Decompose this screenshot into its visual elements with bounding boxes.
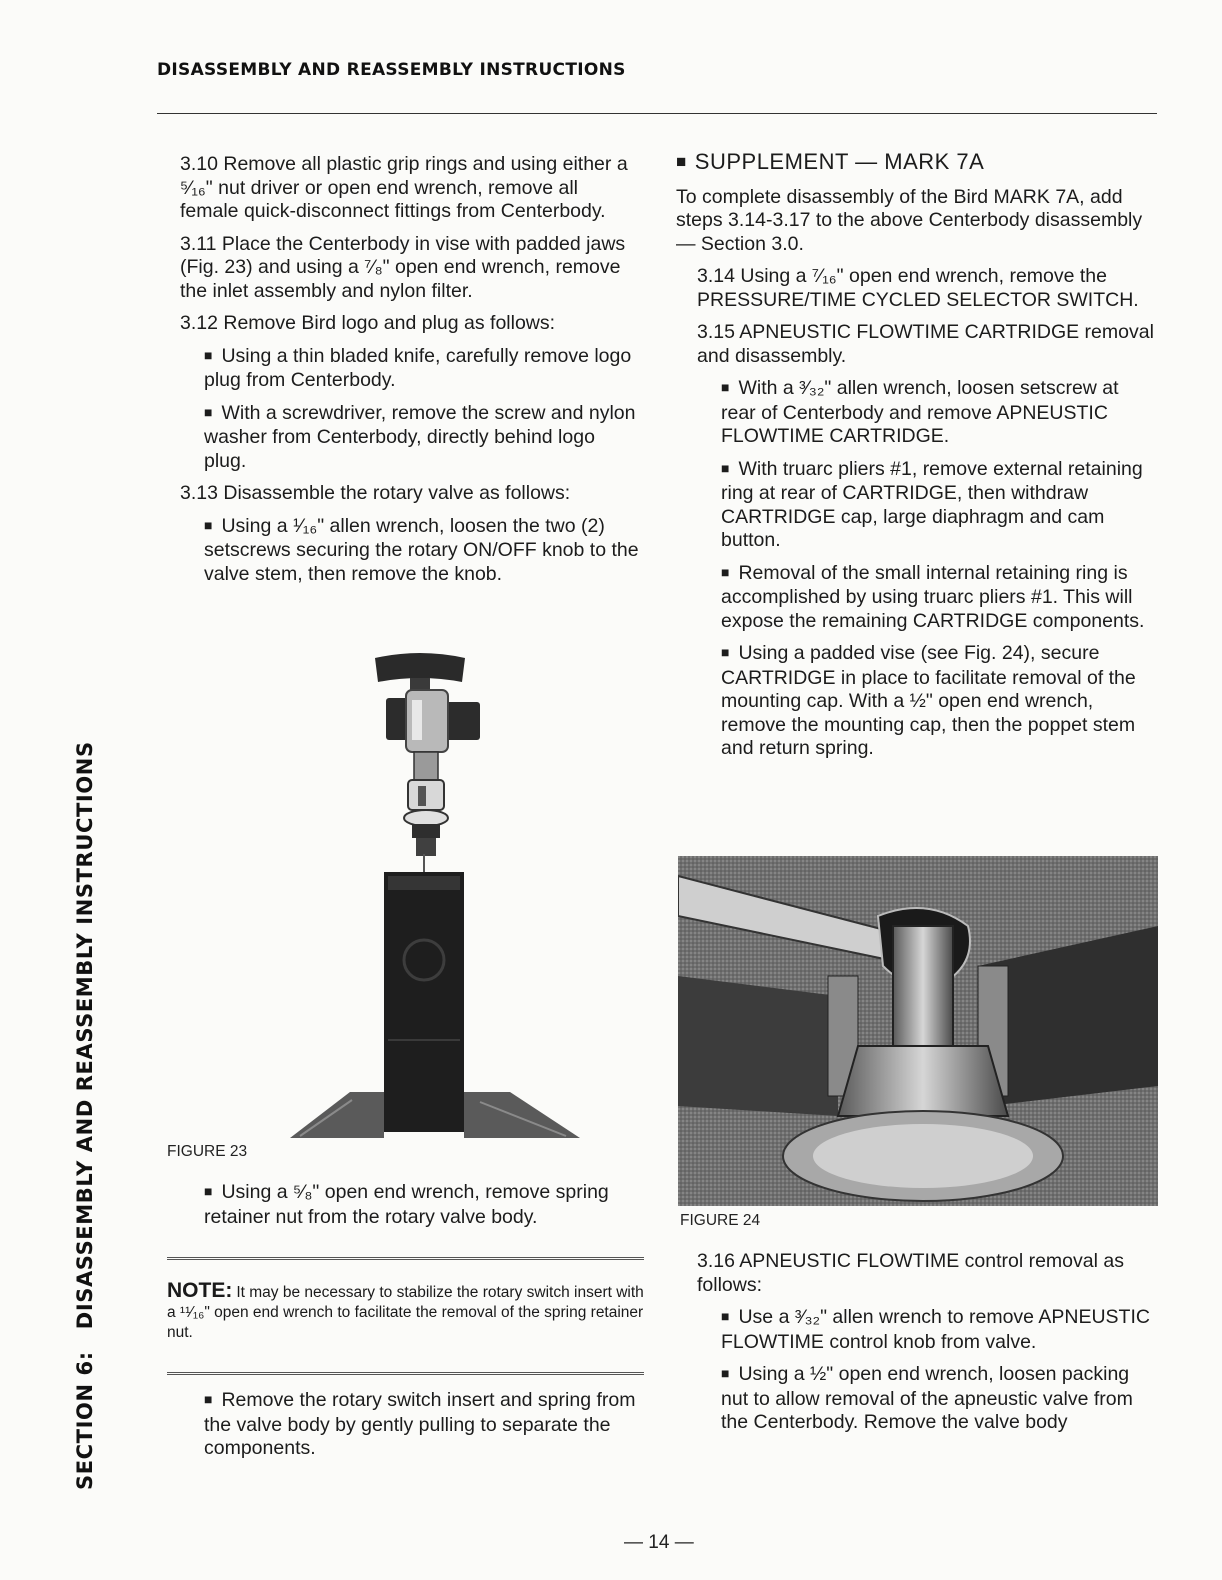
supplement-intro: To complete disassembly of the Bird MARK 7A, add steps 3.14-3.17 to the above Centerbody disassembly — Section 3.0. bbox=[676, 185, 1143, 255]
figure-24-caption: FIGURE 24 bbox=[680, 1212, 761, 1229]
bullet-icon: ■ bbox=[204, 1391, 213, 1407]
bullet-icon: ■ bbox=[721, 563, 730, 580]
list-item: ■ Using a ½" open end wrench, loosen packing nut to allow removal of the apneustic valve from the Centerbody. Remove the valve body bbox=[721, 1363, 1133, 1433]
page-number: — 14 — bbox=[624, 1532, 694, 1553]
right-column-lower bbox=[697, 1250, 1157, 1444]
bullet-icon: ■ bbox=[721, 1308, 730, 1324]
bullet-icon: ■ bbox=[721, 1365, 730, 1381]
side-tab bbox=[70, 610, 100, 1490]
step-3-10: 3.10 Remove all plastic grip rings and using either a ⁵⁄₁₆" nut driver or open end wrench, remove all female quick-disconnect fittings from Centerbody. bbox=[180, 153, 628, 222]
list-item: ■ With a screwdriver, remove the screw and nylon washer from Centerbody, directly behind logo plug. bbox=[204, 401, 636, 472]
bullet-icon: ■ bbox=[721, 379, 730, 395]
list-item: ■ Using a ⁵⁄₈" open end wrench, remove spring retainer nut from the rotary valve body. bbox=[204, 1181, 609, 1228]
bullet-icon: ■ bbox=[721, 459, 730, 476]
step-3-12: 3.12 Remove Bird logo and plug as follows: bbox=[180, 312, 556, 334]
list-item: ■ Using a padded vise (see Fig. 24), secure CARTRIDGE in place to facilitate removal of the mounting cap. With a ½" open end wrench, remove the mounting cap, then the poppet stem and return spring. bbox=[721, 642, 1136, 759]
bullet-icon: ■ bbox=[204, 516, 213, 533]
side-tab-title: DISASSEMBLY AND REASSEMBLY INSTRUCTIONS bbox=[73, 741, 97, 1330]
left-column-lower bbox=[180, 1181, 640, 1238]
header-rule bbox=[157, 113, 1157, 114]
note bbox=[167, 1281, 647, 1343]
list-item: ■ Using a ¹⁄₁₆" allen wrench, loosen the two (2) setscrews securing the rotary ON/OFF knob to the valve stem, then remove the knob. bbox=[204, 514, 639, 585]
supplement-title: ■ SUPPLEMENT — MARK 7A bbox=[676, 149, 985, 174]
list-item: ■ Removal of the small internal retaining ring is accomplished by using truarc pliers #1. This will expose the remaining CARTRIDGE components. bbox=[721, 561, 1145, 632]
list-item: ■ Using a thin bladed knife, carefully remove logo plug from Centerbody. bbox=[204, 344, 632, 391]
list-item: ■ Use a ³⁄₃₂" allen wrench to remove APNEUSTIC FLOWTIME control knob from valve. bbox=[721, 1306, 1150, 1353]
page-header: DISASSEMBLY AND REASSEMBLY INSTRUCTIONS bbox=[157, 60, 626, 80]
step-3-16: 3.16 APNEUSTIC FLOWTIME control removal as follows: bbox=[697, 1250, 1124, 1296]
figure-23-photo bbox=[280, 640, 590, 1140]
bullet-icon: ■ bbox=[204, 403, 213, 420]
bullet-icon: ■ bbox=[721, 644, 730, 660]
list-item: ■ With truarc pliers #1, remove external retaining ring at rear of CARTRIDGE, then withdraw CARTRIDGE cap, large diaphragm and cam button. bbox=[721, 457, 1143, 551]
bullet-icon: ■ bbox=[204, 1183, 213, 1199]
left-column-bottom bbox=[180, 1389, 640, 1470]
list-item: ■ With a ³⁄₃₂" allen wrench, loosen setscrew at rear of Centerbody and remove APNEUSTIC FLOWTIME CARTRIDGE. bbox=[721, 377, 1119, 447]
list-item: ■ Remove the rotary switch insert and spring from the valve body by gently pulling to separate the components. bbox=[204, 1389, 636, 1459]
figure-24-photo bbox=[678, 856, 1158, 1206]
step-3-11: 3.11 Place the Centerbody in vise with padded jaws (Fig. 23) and using a ⁷⁄₈" open end wrench, remove the inlet assembly and nylon filter. bbox=[180, 232, 626, 302]
step-3-14: 3.14 Using a ⁷⁄₁₆" open end wrench, remove the PRESSURE/TIME CYCLED SELECTOR SWITCH. bbox=[697, 265, 1139, 311]
step-3-13: 3.13 Disassemble the rotary valve as follows: bbox=[180, 482, 571, 504]
step-3-15: 3.15 APNEUSTIC FLOWTIME CARTRIDGE removal and disassembly. bbox=[697, 321, 1154, 367]
note-text: It may be necessary to stabilize the rotary switch insert with a ¹¹⁄₁₆" open end wrench to facilitate the removal of the spring retainer nut. bbox=[167, 1284, 644, 1341]
side-tab-section: SECTION 6: bbox=[73, 1351, 97, 1490]
left-column bbox=[180, 153, 640, 595]
square-bullet-icon: ■ bbox=[676, 152, 687, 171]
bullet-icon: ■ bbox=[204, 346, 213, 363]
figure-23-caption: FIGURE 23 bbox=[167, 1143, 248, 1160]
note-label: NOTE: bbox=[167, 1279, 233, 1302]
right-column bbox=[676, 150, 1156, 770]
